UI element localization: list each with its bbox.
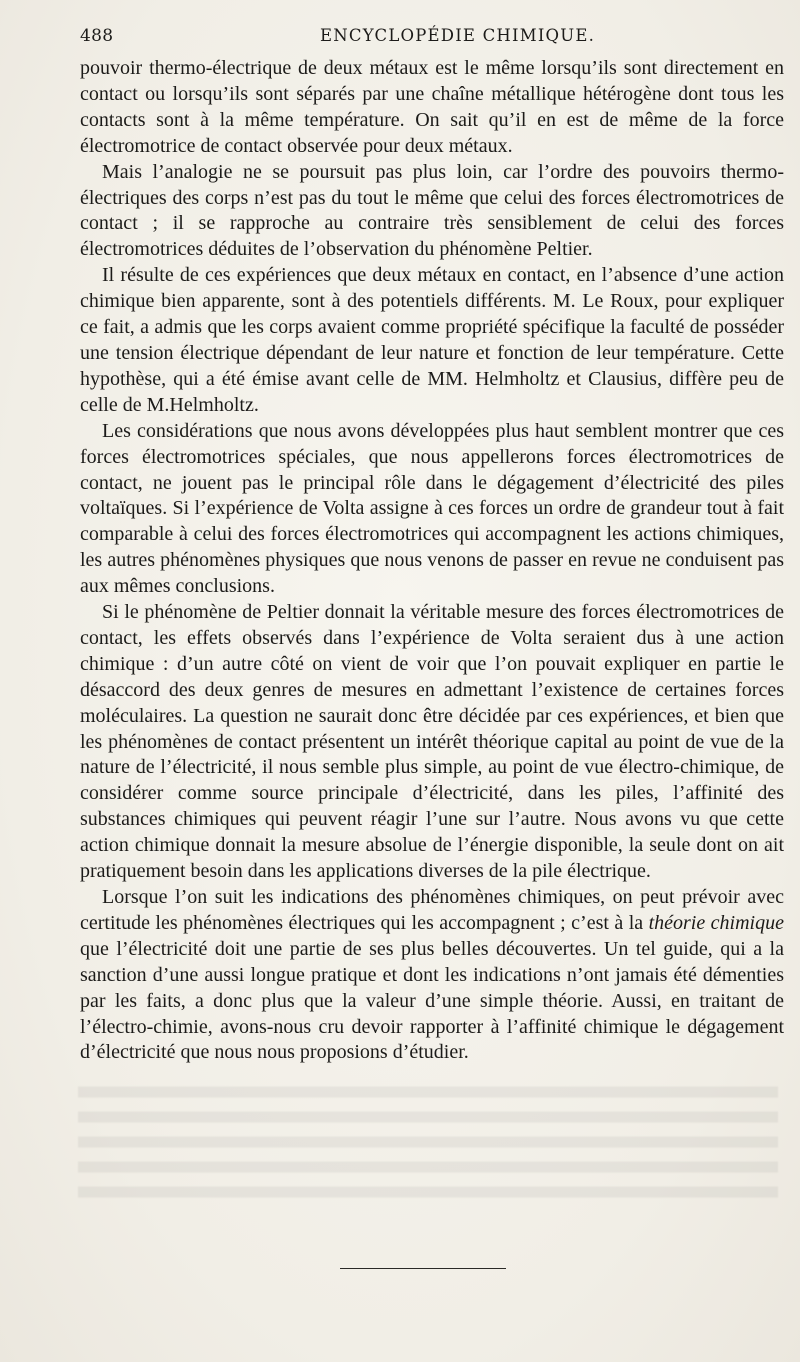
paragraph: Les considérations que nous avons développées plus haut semblent montrer que ces forces électromotrices spéciales, que nous appellerons forces électromotrices de contact, ne jouent pas le principal rôle dans le dégagement d’électricité des piles voltaïques. Si l’expérience de Volta assigne à ces forces un ordre de grandeur tout à fait comparable à celui des forces électromotrices qui accompagnent les actions chimiques, les autres phénomènes physiques que nous venons de passer en revue ne conduisent pas aux mêmes conclusions. (80, 419, 784, 598)
end-rule (340, 1268, 506, 1269)
page-number: 488 (80, 26, 114, 46)
page-header (80, 26, 780, 50)
emphasized-term: théorie chimique (648, 911, 784, 934)
paragraph: Si le phénomène de Peltier donnait la véritable mesure des forces électromotrices de contact, les effets observés dans l’expérience de Volta seraient dus à une action chimique : d’un autre côté on vient de voir que l’on pouvait expliquer en partie le désaccord des deux genres de mesures en admettant l’existence de certaines forces moléculaires. La question ne saurait donc être décidée par ces expériences, et bien que les phénomènes de contact présentent un intérêt théorique capital au point de vue de la nature de l’électricité, il nous semble plus simple, au point de vue électro-chimique, de considérer comme source principale d’électricité, dans les piles, l’affinité des substances chimiques qui peuvent réagir l’une sur l’autre. Nous avons vu que cette action chimique donnait la mesure absolue de l’énergie disponible, la seule dont on ait pratiquement besoin dans les applications diverses de la pile électrique. (80, 601, 784, 883)
paragraph-text: que l’électricité doit une partie de ses plus belles découvertes. Un tel guide, qui a la sanction d’une aussi longue pratique et dont les indications n’ont jamais été démenties par les faits, a donc plus que la valeur d’une simple théorie. Aussi, en traitant de l’électro-chimie, avons-nous cru devoir rapporter à l’affinité chimique le dégagement d’électricité que nous nous proposions d’étudier. (80, 937, 784, 1064)
show-through-text (78, 1080, 778, 1200)
running-head: ENCYCLOPÉDIE CHIMIQUE. (320, 26, 596, 45)
paragraph: pouvoir thermo-électrique de deux métaux est le même lorsqu’ils sont directement en contact ou lorsqu’ils sont séparés par une chaîne métallique hétérogène dont tous les contacts sont à la même température. On sait qu’il en est de même de la force électromotrice de contact observée pour deux métaux. (80, 57, 784, 157)
paragraph (80, 885, 784, 1066)
body-text (80, 56, 784, 1066)
paragraph-text: Lorsque l’on suit les indications des phénomènes chimiques, on peut prévoir avec certitude les phénomènes électriques qui les accompagnent ; c’est à la (80, 886, 784, 934)
paragraph: Mais l’analogie ne se poursuit pas plus loin, car l’ordre des pouvoirs thermoélectriques des corps n’est pas du tout le même que celui des forces électromotrices de contact ; il se rapproche au contraire très sensiblement de celui des forces électromotrices déduites de l’observation du phénomène Peltier. (80, 160, 784, 261)
paragraph: Il résulte de ces expériences que deux métaux en contact, en l’absence d’une action chimique bien apparente, sont à des potentiels différents. M. Le Roux, pour expliquer ce fait, a admis que les corps avaient comme propriété spécifique la faculté de posséder une tension électrique dépendant de leur nature et fonction de leur température. Cette hypothèse, qui a été émise avant celle de MM. Helmholtz et Clausius, diffère peu de celle de M.Helmholtz. (80, 264, 784, 416)
